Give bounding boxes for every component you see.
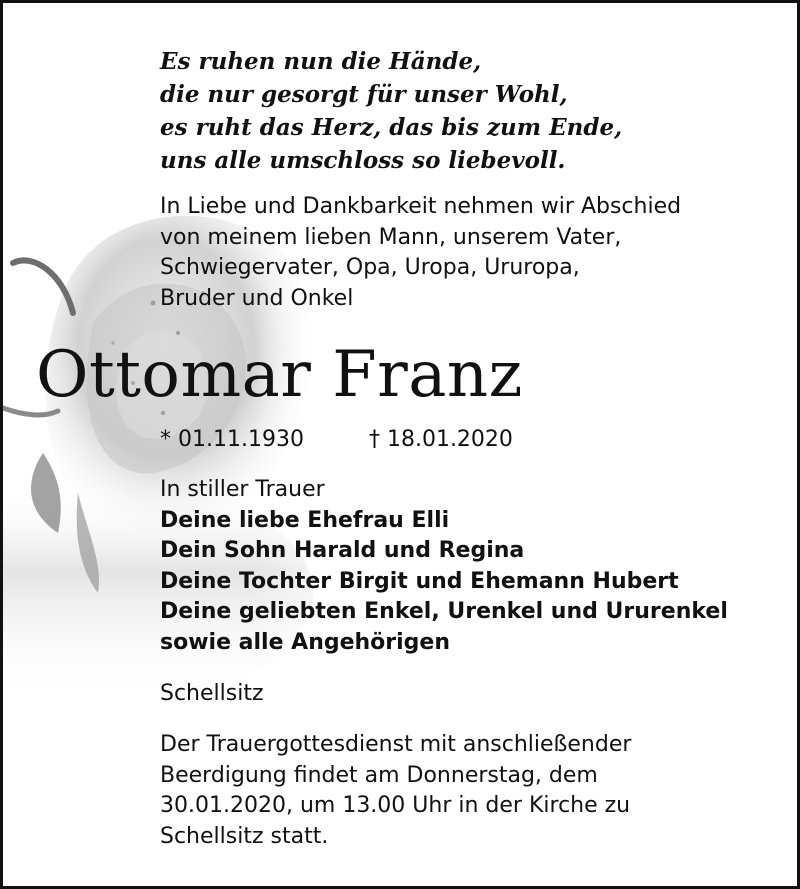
intro-line: von meinem lieben Mann, unserem Vater, <box>160 224 622 250</box>
death-date: † 18.01.2020 <box>368 427 513 452</box>
funeral-line: 30.01.2020, um 13.00 Uhr in der Kirche zu <box>160 793 631 818</box>
deceased-name: Ottomar Franz <box>36 338 523 412</box>
mourners <box>160 475 780 658</box>
poem-line: uns alle umschloss so liebevoll. <box>160 147 566 174</box>
funeral-line: Der Trauergottesdienst mit anschließender <box>160 732 632 757</box>
birth-date: * 01.11.1930 <box>160 427 304 452</box>
poem-line: Es ruhen nun die Hände, <box>160 48 482 75</box>
mourner-name: Deine Tochter Birgit und Ehemann Hubert <box>160 568 679 594</box>
funeral-line: Beerdigung findet am Donnerstag, dem <box>160 762 598 788</box>
poem-and-intro <box>160 45 780 314</box>
mourner-name: Deine geliebten Enkel, Urenkel und Ururenkel <box>160 599 728 624</box>
funeral-line: Schellsitz statt. <box>160 823 329 849</box>
mourner-name: Dein Sohn Harald und Regina <box>160 538 525 563</box>
intro-line: In Liebe und Dankbarkeit nehmen wir Abschied <box>160 194 682 219</box>
place: Schellsitz <box>160 681 264 706</box>
intro-line: Bruder und Onkel <box>160 285 354 311</box>
funeral-info <box>160 730 780 852</box>
poem <box>160 45 780 177</box>
mourners-heading: In stiller Trauer <box>160 477 325 502</box>
mourner-name: sowie alle Angehörigen <box>160 629 451 655</box>
poem-line: es ruht das Herz, das bis zum Ende, <box>160 114 623 141</box>
mourner-name: Deine liebe Ehefrau Elli <box>160 507 450 533</box>
intro-text <box>160 192 780 314</box>
poem-line: die nur gesorgt für unser Wohl, <box>160 81 568 108</box>
intro-line: Schwiegervater, Opa, Uropa, Ururopa, <box>160 255 580 280</box>
life-dates <box>160 425 513 455</box>
